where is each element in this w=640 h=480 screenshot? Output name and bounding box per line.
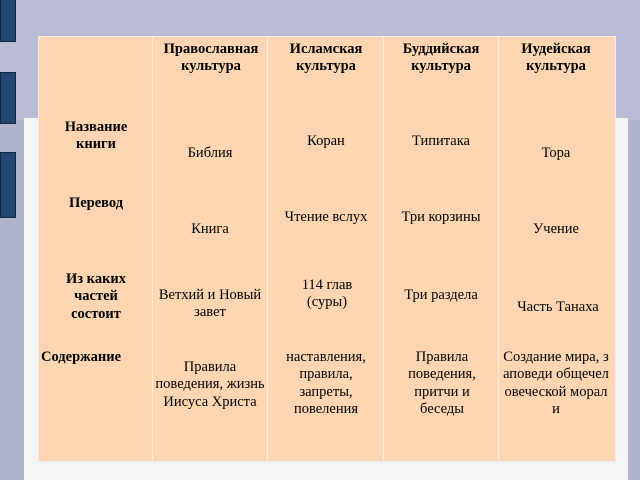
cell-translation-buddhism: Три корзины <box>401 209 481 225</box>
row-label-parts: Из каких частей состоит <box>65 271 127 322</box>
header-islam: Исламская культура <box>289 41 363 75</box>
header-judaism: Иудейская культура <box>521 41 591 75</box>
cell-translation-islam: Чтение вслух <box>284 209 368 225</box>
cell-content-islam: наставления, правила, запреты, повеления <box>286 349 366 418</box>
cell-translation-judaism: Учение <box>533 221 579 237</box>
cell-book-buddhism: Типитака <box>412 133 470 149</box>
cell-parts-judaism: Часть Танаха <box>517 299 599 315</box>
cell-parts-orthodox: Ветхий и Новый завет <box>158 287 262 321</box>
row-label-translation: Перевод <box>68 195 124 211</box>
column-divider <box>498 37 499 461</box>
cell-book-islam: Коран <box>307 133 345 149</box>
cell-book-orthodox: Библия <box>187 145 233 161</box>
header-orthodox: Православная культура <box>163 41 259 75</box>
cell-parts-buddhism: Три раздела <box>404 287 478 303</box>
comparison-table <box>38 36 616 462</box>
cell-content-buddhism: Правила поведения, притчи и беседы <box>408 349 476 418</box>
cell-parts-islam: 114 глав (суры) <box>301 277 353 311</box>
cell-content-judaism: Создание мира, заповеди общечеловеческой морали <box>503 349 609 418</box>
header-buddhism: Буддийская культура <box>402 41 480 75</box>
column-divider <box>152 37 153 461</box>
cell-translation-orthodox: Книга <box>191 221 229 237</box>
column-divider <box>383 37 384 461</box>
decorative-bar <box>0 152 16 218</box>
cell-book-judaism: Тора <box>541 145 571 161</box>
row-label-book: Название книги <box>64 119 128 153</box>
cell-content-orthodox: Правила поведения, жизнь Иисуса Христа <box>155 359 265 410</box>
decorative-bar <box>0 72 16 124</box>
decorative-bar <box>0 0 16 42</box>
row-label-content: Содержание <box>41 349 122 365</box>
column-divider <box>267 37 268 461</box>
